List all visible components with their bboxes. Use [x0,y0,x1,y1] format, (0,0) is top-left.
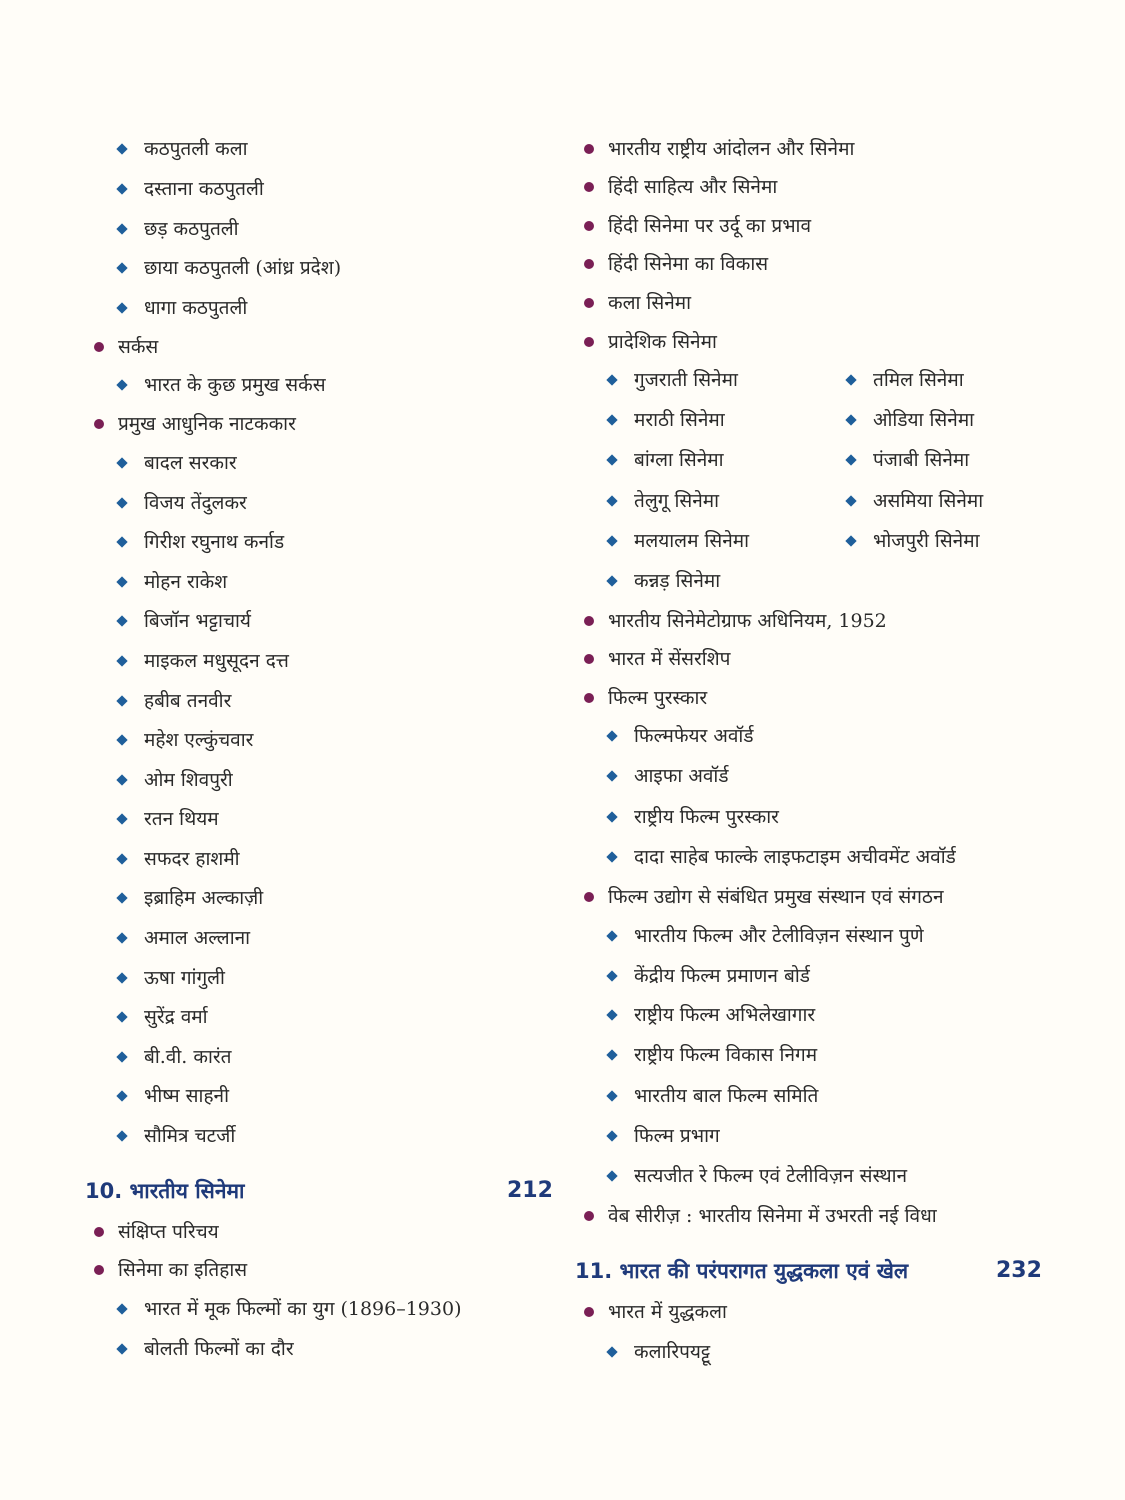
toc-subtopic[interactable] [608,1002,815,1028]
toc-entry-text: बी.वी. कारंत [144,1046,232,1068]
toc-subtopic[interactable] [118,965,225,991]
diamond-bullet-icon [116,576,127,587]
toc-topic[interactable] [584,685,707,711]
toc-topic[interactable] [584,646,730,672]
toc-topic[interactable] [584,213,811,239]
diamond-bullet-icon [116,1130,127,1141]
toc-subtopic[interactable] [118,727,253,753]
toc-topic[interactable] [94,1219,219,1245]
toc-entry-text: धागा कठपुतली [144,297,248,319]
circle-bullet-icon [584,693,594,703]
toc-topic[interactable] [584,251,768,277]
diamond-bullet-icon [606,811,617,822]
diamond-bullet-icon [606,374,617,385]
toc-subtopic[interactable] [608,763,729,789]
toc-subtopic[interactable] [608,367,738,393]
diamond-bullet-icon [606,495,617,506]
circle-bullet-icon [94,419,104,429]
circle-bullet-icon [584,1307,594,1317]
toc-entry-text: राष्ट्रीय फिल्म अभिलेखागार [634,1004,816,1026]
diamond-bullet-icon [116,655,127,666]
diamond-bullet-icon [606,1170,617,1181]
toc-subtopic[interactable] [118,216,239,242]
toc-entry-text: फिल्म उद्योग से संबंधित प्रमुख संस्थान एवं संगठन [608,886,944,908]
diamond-bullet-icon [606,1049,617,1060]
circle-bullet-icon [94,1265,104,1275]
diamond-bullet-icon [606,730,617,741]
toc-subtopic[interactable] [608,1339,710,1365]
toc-entry-text: भोजपुरी सिनेमा [873,530,980,552]
toc-topic[interactable] [584,329,717,355]
diamond-bullet-icon [116,262,127,273]
toc-entry-text: भारतीय राष्ट्रीय आंदोलन और सिनेमा [608,138,855,160]
circle-bullet-icon [584,654,594,664]
toc-topic[interactable] [94,411,296,437]
diamond-bullet-icon [606,930,617,941]
diamond-bullet-icon [606,535,617,546]
diamond-bullet-icon [606,575,617,586]
toc-entry-text: भारतीय बाल फिल्म समिति [634,1085,819,1107]
toc-subtopic[interactable] [118,1123,235,1149]
toc-entry-text: दादा साहेब फाल्के लाइफटाइम अचीवमेंट अवॉर्ड [634,846,956,868]
chapter-11-page-number: 232 [996,1258,1042,1283]
toc-subtopic[interactable] [118,846,240,872]
toc-entry-text: माइकल मधुसूदन दत्त [144,650,289,672]
toc-subtopic[interactable] [118,569,227,595]
diamond-bullet-icon [116,774,127,785]
toc-subtopic[interactable] [118,255,341,281]
diamond-bullet-icon [845,535,856,546]
toc-entry-text: हबीब तनवीर [144,690,232,712]
toc-topic[interactable] [584,1203,937,1229]
toc-topic[interactable] [94,1257,247,1283]
toc-subtopic[interactable] [608,844,956,870]
toc-entry-text: कला सिनेमा [608,292,692,314]
toc-entry-text: तेलुगू सिनेमा [634,490,720,512]
toc-entry-text: मोहन राकेश [144,571,228,593]
toc-entry-text: असमिया सिनेमा [873,490,984,512]
toc-subtopic[interactable] [118,767,233,793]
toc-subtopic[interactable] [847,488,983,514]
toc-topic[interactable] [94,334,158,360]
toc-entry-text: भारतीय सिनेमेटोग्राफ अधिनियम, 1952 [608,610,887,632]
toc-subtopic[interactable] [608,1123,720,1149]
toc-entry-text: भारत के कुछ प्रमुख सर्कस [144,374,326,396]
toc-entry-text: महेश एल्कुंचवार [144,729,254,751]
diamond-bullet-icon [116,457,127,468]
toc-entry-text: कलारिपयट्टू [634,1341,711,1363]
toc-entry-text: राष्ट्रीय फिल्म पुरस्कार [634,806,779,828]
diamond-bullet-icon [606,1130,617,1141]
toc-subtopic[interactable] [118,925,250,951]
circle-bullet-icon [584,259,594,269]
diamond-bullet-icon [606,1346,617,1357]
diamond-bullet-icon [606,970,617,981]
toc-subtopic[interactable] [118,885,263,911]
toc-subtopic[interactable] [608,568,720,594]
diamond-bullet-icon [116,932,127,943]
circle-bullet-icon [94,1227,104,1237]
toc-entry-text: भारत में मूक फिल्मों का युग (1896–1930) [144,1298,462,1320]
circle-bullet-icon [584,144,594,154]
toc-entry-text: हिंदी सिनेमा पर उर्दू का प्रभाव [608,215,812,237]
diamond-bullet-icon [116,379,127,390]
toc-subtopic[interactable] [608,1163,907,1189]
toc-entry-text: वेब सीरीज़ : भारतीय सिनेमा में उभरती नई विधा [608,1205,937,1227]
toc-entry-text: प्रादेशिक सिनेमा [608,331,717,353]
toc-entry-text: कठपुतली कला [144,138,248,160]
diamond-bullet-icon [606,1009,617,1020]
chapter-11-title[interactable]: 11. भारत की परंपरागत युद्धकला एवं खेल [575,1259,909,1283]
toc-subtopic[interactable] [118,490,247,516]
toc-entry-text: ओडिया सिनेमा [873,409,975,431]
diamond-bullet-icon [116,1090,127,1101]
toc-entry-text: आइफा अवॉर्ड [634,765,729,787]
toc-entry-text: केंद्रीय फिल्म प्रमाणन बोर्ड [634,965,810,987]
toc-subtopic[interactable] [118,1044,232,1070]
toc-entry-text: मलयालम सिनेमा [634,530,750,552]
toc-subtopic[interactable] [608,1083,818,1109]
toc-entry-text: भारत में युद्धकला [608,1301,727,1323]
toc-topic[interactable] [584,174,777,200]
diamond-bullet-icon [845,374,856,385]
chapter-10-title[interactable]: 10. भारतीय सिनेमा [85,1179,245,1203]
toc-entry-text: पंजाबी सिनेमा [873,449,970,471]
toc-entry-text: तमिल सिनेमा [873,369,964,391]
chapter-10-page-number: 212 [507,1178,553,1203]
toc-entry-text: दस्ताना कठपुतली [144,178,264,200]
diamond-bullet-icon [116,143,127,154]
diamond-bullet-icon [116,734,127,745]
toc-entry-text: प्रमुख आधुनिक नाटककार [118,413,296,435]
toc-subtopic[interactable] [118,1296,461,1322]
toc-subtopic[interactable] [847,447,969,473]
toc-subtopic[interactable] [118,295,247,321]
diamond-bullet-icon [116,1303,127,1314]
toc-entry-text: बादल सरकार [144,452,237,474]
circle-bullet-icon [584,337,594,347]
toc-entry-text: बिजॉन भट्टाचार्य [144,610,251,632]
toc-subtopic[interactable] [118,1083,229,1109]
toc-topic[interactable] [584,884,944,910]
toc-entry-text: छाया कठपुतली (आंध्र प्रदेश) [144,257,342,279]
diamond-bullet-icon [116,853,127,864]
diamond-bullet-icon [845,414,856,425]
toc-subtopic[interactable] [118,806,219,832]
diamond-bullet-icon [606,414,617,425]
diamond-bullet-icon [116,1343,127,1354]
toc-entry-text: ओम शिवपुरी [144,769,233,791]
diamond-bullet-icon [116,497,127,508]
toc-subtopic[interactable] [118,1336,294,1362]
toc-entry-text: सत्यजीत रे फिल्म एवं टेलीविज़न संस्थान [634,1165,908,1187]
diamond-bullet-icon [116,813,127,824]
toc-subtopic[interactable] [608,804,779,830]
toc-entry-text: फिल्म पुरस्कार [608,687,708,709]
toc-subtopic[interactable] [118,136,248,162]
toc-entry-text: छड़ कठपुतली [144,218,239,240]
toc-entry-text: भारत में सेंसरशिप [608,648,731,670]
toc-subtopic[interactable] [608,923,924,949]
diamond-bullet-icon [845,495,856,506]
diamond-bullet-icon [116,1051,127,1062]
toc-subtopic[interactable] [847,407,974,433]
diamond-bullet-icon [116,183,127,194]
diamond-bullet-icon [606,851,617,862]
diamond-bullet-icon [116,972,127,983]
toc-entry-text: सौमित्र चटर्जी [144,1125,236,1147]
circle-bullet-icon [584,298,594,308]
diamond-bullet-icon [116,695,127,706]
toc-subtopic[interactable] [608,723,754,749]
toc-subtopic[interactable] [118,450,237,476]
circle-bullet-icon [584,221,594,231]
toc-entry-text: इब्राहिम अल्काज़ी [144,887,264,909]
diamond-bullet-icon [606,770,617,781]
toc-subtopic[interactable] [118,1004,208,1030]
toc-subtopic[interactable] [118,176,264,202]
circle-bullet-icon [584,616,594,626]
toc-topic[interactable] [584,608,887,634]
toc-entry-text: सुरेंद्र वर्मा [144,1006,208,1028]
toc-entry-text: भारतीय फिल्म और टेलीविज़न संस्थान पुणे [634,925,924,947]
diamond-bullet-icon [116,1011,127,1022]
toc-topic[interactable] [584,1299,727,1325]
diamond-bullet-icon [116,302,127,313]
toc-entry-text: गिरीश रघुनाथ कर्नाड [144,531,285,553]
toc-entry-text: कन्नड़ सिनेमा [634,570,721,592]
toc-entry-text: अमाल अल्लाना [144,927,251,949]
toc-topic[interactable] [584,290,691,316]
toc-subtopic[interactable] [608,447,724,473]
toc-subtopic[interactable] [608,528,749,554]
toc-topic[interactable] [584,136,854,162]
toc-subtopic[interactable] [118,372,326,398]
toc-entry-text: राष्ट्रीय फिल्म विकास निगम [634,1044,818,1066]
diamond-bullet-icon [116,536,127,547]
diamond-bullet-icon [116,223,127,234]
circle-bullet-icon [584,892,594,902]
toc-entry-text: सिनेमा का इतिहास [118,1259,248,1281]
toc-entry-text: फिल्मफेयर अवॉर्ड [634,725,754,747]
toc-subtopic[interactable] [118,688,231,714]
diamond-bullet-icon [606,1090,617,1101]
diamond-bullet-icon [116,615,127,626]
toc-subtopic[interactable] [608,963,810,989]
toc-entry-text: हिंदी साहित्य और सिनेमा [608,176,778,198]
toc-entry-text: संक्षिप्त परिचय [118,1221,219,1243]
circle-bullet-icon [94,342,104,352]
toc-entry-text: सफदर हाशमी [144,848,240,870]
toc-subtopic[interactable] [608,488,719,514]
circle-bullet-icon [584,182,594,192]
toc-entry-text: रतन थियम [144,808,219,830]
toc-subtopic[interactable] [118,648,289,674]
toc-entry-text: बोलती फिल्मों का दौर [144,1338,294,1360]
diamond-bullet-icon [116,892,127,903]
diamond-bullet-icon [845,454,856,465]
toc-entry-text: विजय तेंदुलकर [144,492,247,514]
diamond-bullet-icon [606,454,617,465]
circle-bullet-icon [584,1211,594,1221]
toc-entry-text: ऊषा गांगुली [144,967,225,989]
toc-subtopic[interactable] [608,407,725,433]
toc-subtopic[interactable] [118,529,284,555]
toc-entry-text: गुजराती सिनेमा [634,369,738,391]
toc-subtopic[interactable] [118,608,251,634]
toc-entry-text: भीष्म साहनी [144,1085,230,1107]
toc-subtopic[interactable] [847,367,964,393]
toc-entry-text: फिल्म प्रभाग [634,1125,720,1147]
toc-entry-text: हिंदी सिनेमा का विकास [608,253,769,275]
toc-subtopic[interactable] [847,528,980,554]
toc-entry-text: सर्कस [118,336,159,358]
toc-entry-text: मराठी सिनेमा [634,409,725,431]
toc-subtopic[interactable] [608,1042,817,1068]
toc-entry-text: बांग्ला सिनेमा [634,449,724,471]
